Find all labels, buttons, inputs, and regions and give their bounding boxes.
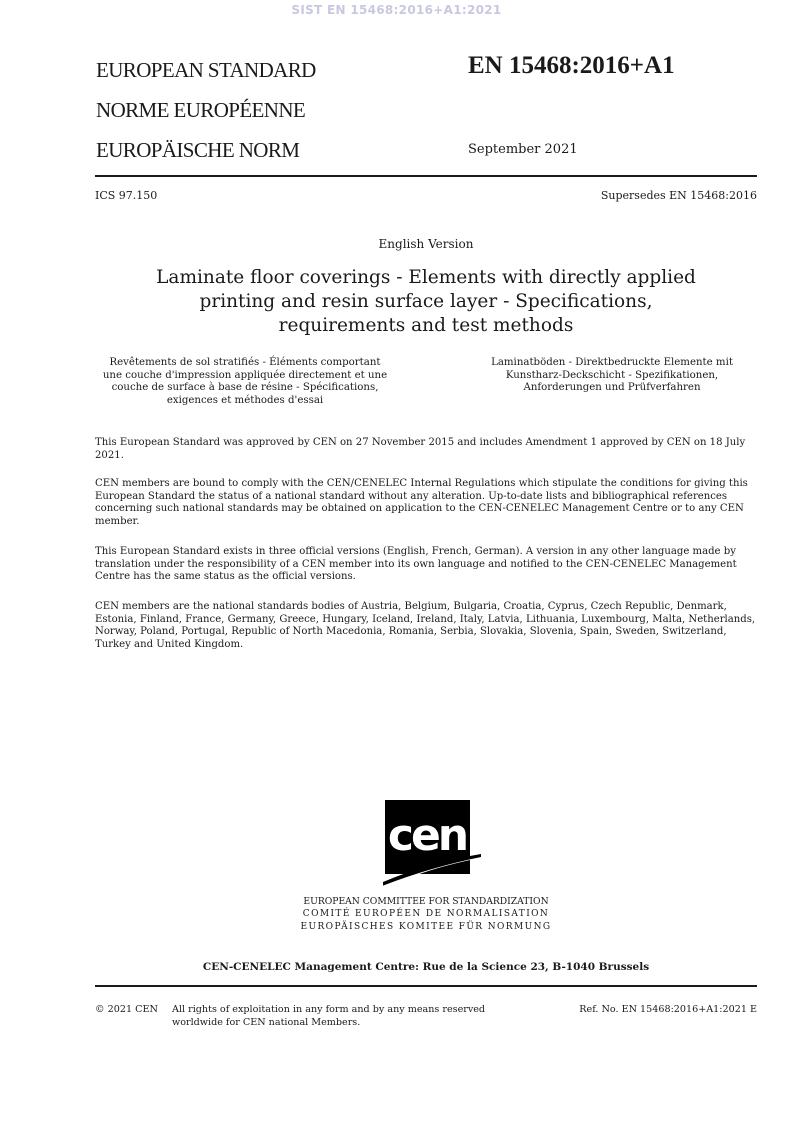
paragraph-text: This European Standard was approved by CEN on 27 November 2015 and includes Amendment 1 approved by CEN on 18 July 2021. — [95, 437, 746, 461]
title-europaische-norm: EUROPÄISCHE NORM — [96, 138, 300, 162]
committee-name-german: EUROPÄISCHES KOMITEE FÜR NORMUNG — [300, 922, 552, 932]
version-label: English Version — [378, 237, 474, 251]
standard-number: EN 15468:2016+A1 — [468, 52, 675, 79]
footer-divider — [95, 985, 757, 987]
french-title — [95, 357, 395, 407]
paragraph-text: CEN members are bound to comply with the CEN/CENELEC Internal Regulations which stipulate the conditions for giving this European Standard the status of a national standard without any alteration. Up-to-date lists and bibliographical references concerning such national standards may be obtained on application to the CEN-CENELEC Management Centre or to any CEN member. — [95, 478, 748, 527]
paragraph-text: This European Standard exists in three official versions (English, French, German). A version in any other language made by translation under the responsibility of a CEN member into its own language and notified to the CEN-CENELEC Management Centre has the same status as the official versions. — [95, 546, 737, 582]
french-title-line: Revêtements de sol stratifiés - Éléments comportant — [109, 357, 381, 368]
title-european-standard: EUROPEAN STANDARD — [96, 58, 316, 82]
german-title-line: Kunstharz-Deckschicht - Spezifikationen, — [505, 369, 719, 381]
versions-paragraph — [95, 546, 757, 584]
publication-date: September 2021 — [468, 142, 578, 157]
members-paragraph — [95, 601, 757, 651]
french-title-line: couche de surface à base de résine - Spécifications, — [111, 382, 379, 393]
rights-line: All rights of exploitation in any form and by any means reserved — [172, 1004, 486, 1015]
header-divider — [95, 175, 757, 177]
copyright-notice: © 2021 CEN — [95, 1004, 158, 1015]
cen-logo-icon — [383, 800, 483, 888]
cen-logo-text: cen — [387, 810, 467, 861]
document-title — [95, 266, 757, 338]
management-centre-address: CEN-CENELEC Management Centre: Rue de la Science 23, B-1040 Brussels — [202, 961, 650, 973]
german-title-line: Anforderungen und Prüfverfahren — [523, 382, 701, 393]
supersedes-note: Supersedes EN 15468:2016 — [600, 189, 757, 202]
committee-name-french: COMITÉ EUROPÉEN DE NORMALISATION — [302, 909, 550, 919]
regulations-paragraph — [95, 478, 757, 528]
title-norme-europeenne: NORME EUROPÉENNE — [96, 98, 306, 122]
french-title-line: exigences et méthodes d'essai — [166, 394, 324, 406]
ics-code: ICS 97.150 — [95, 189, 158, 202]
reference-number: Ref. No. EN 15468:2016+A1:2021 E — [579, 1004, 757, 1015]
document-title-line: requirements and test methods — [278, 315, 574, 336]
rights-statement — [172, 1004, 485, 1029]
committee-name-english: EUROPEAN COMMITTEE FOR STANDARDIZATION — [303, 896, 549, 907]
german-title-line: Laminatböden - Direktbedruckte Elemente mit — [491, 357, 733, 368]
watermark: SIST EN 15468:2016+A1:2021 — [291, 3, 502, 17]
german-title — [462, 357, 762, 395]
document-title-line: printing and resin surface layer - Specifications, — [199, 291, 653, 312]
approval-paragraph — [95, 437, 757, 462]
rights-line: worldwide for CEN national Members. — [172, 1016, 361, 1028]
document-title-line: Laminate floor coverings - Elements with directly applied — [156, 267, 696, 288]
french-title-line: une couche d'impression appliquée directement et une — [102, 369, 388, 381]
paragraph-text: CEN members are the national standards bodies of Austria, Belgium, Bulgaria, Croatia, Cyprus, Czech Republic, Denmark, Estonia, Finland, France, Germany, Greece, Hungary, Iceland, Ireland, Italy, Latvia, Lithuania, Luxembourg, Malta, Netherlands, Norway, Poland, Portugal, Republic of North Macedonia, Romania, Serbia, Slovakia, Slovenia, Spain, Sweden, Switzerland, Turkey and United Kingdom. — [95, 601, 756, 650]
